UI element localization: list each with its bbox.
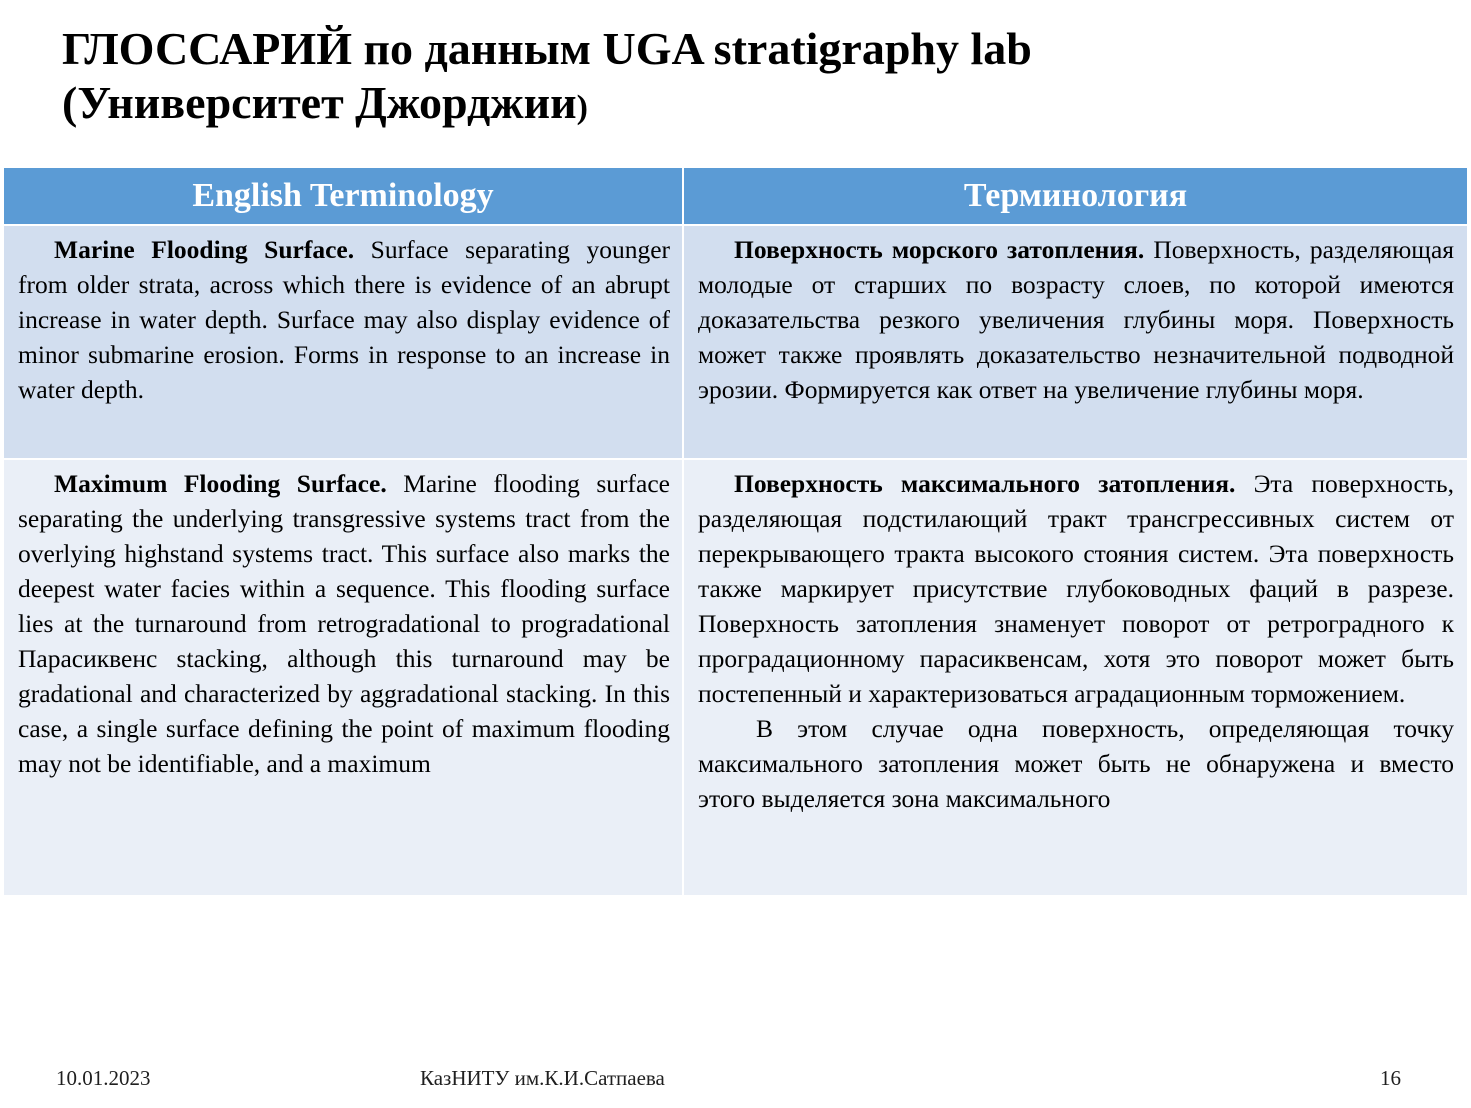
term-name: Поверхность максимального затопления.	[734, 469, 1236, 498]
slide-title-line1: ГЛОССАРИЙ по данным UGA stratigraphy lab	[62, 23, 1032, 74]
term-name: Maximum Flooding Surface.	[54, 469, 387, 498]
definition-paragraph	[698, 466, 1454, 711]
table-row	[3, 459, 1468, 896]
definition-paragraph	[698, 232, 1454, 407]
term-name: Поверхность морского затопления.	[734, 235, 1145, 264]
slide-title-line2: (Университет Джорджии	[62, 77, 577, 128]
term-definition: Эта поверхность, разделяющая подстилающий тракт трансгрессивных систем от перекрывающего тракта высокого стояния систем. Эта поверхность также маркирует присутствие глубоководных фаций в разрезе. Поверхность затопления знаменует поворот от ретроградного к проградационному парасиквенсам, хотя это поворот может быть постепенный и характеризоваться аградационным торможением.	[698, 469, 1454, 708]
slide-number: 16	[1380, 1066, 1401, 1090]
definition-paragraph	[18, 466, 670, 781]
glossary-table	[2, 166, 1469, 897]
footer-organization: КазНИТУ им.К.И.Сатпаева	[420, 1066, 665, 1090]
definition-paragraph-continued: В этом случае одна поверхность, определяющая точку максимального затопления может быть не обнаружена и вместо этого выделяется зона максимального	[698, 714, 1454, 813]
table-header-row	[3, 167, 1468, 225]
column-header-english: English Terminology	[3, 167, 683, 225]
slide-title-close-paren: )	[576, 89, 588, 126]
term-definition: Marine flooding surface separating the underlying transgressive systems tract from the overlying highstand systems tract. This surface also marks the deepest water facies within a sequence. This flooding surface lies at the turnaround from retrogradational to progradational Парасиквенс stacking, although this turnaround may be gradational and characterized by aggradational stacking. In this case, a single surface defining the point of maximum flooding may not be identifiable, and a maximum	[18, 469, 670, 778]
column-header-russian: Терминология	[683, 167, 1468, 225]
definition-paragraph	[18, 232, 670, 407]
term-definition: Поверхность, разделяющая молодые от старших по возрасту слоев, по которой имеются доказательства резкого увеличения глубины моря. Поверхность может также проявлять доказательство незначительной подводной эрозии. Формируется как ответ на увеличение глубины моря.	[698, 235, 1454, 404]
footer-date: 10.01.2023	[56, 1066, 151, 1090]
table-row	[3, 225, 1468, 459]
cell-english-maximum-flooding	[3, 459, 683, 896]
slide-title	[62, 22, 1362, 135]
term-definition: Surface separating younger from older strata, across which there is evidence of an abrupt increase in water depth. Surface may also display evidence of minor submarine erosion. Forms in response to an increase in water depth.	[18, 235, 671, 404]
cell-russian-marine-flooding	[683, 225, 1468, 459]
cell-english-marine-flooding	[3, 225, 683, 459]
cell-russian-maximum-flooding	[683, 459, 1468, 896]
term-name: Marine Flooding Surface.	[54, 235, 355, 264]
